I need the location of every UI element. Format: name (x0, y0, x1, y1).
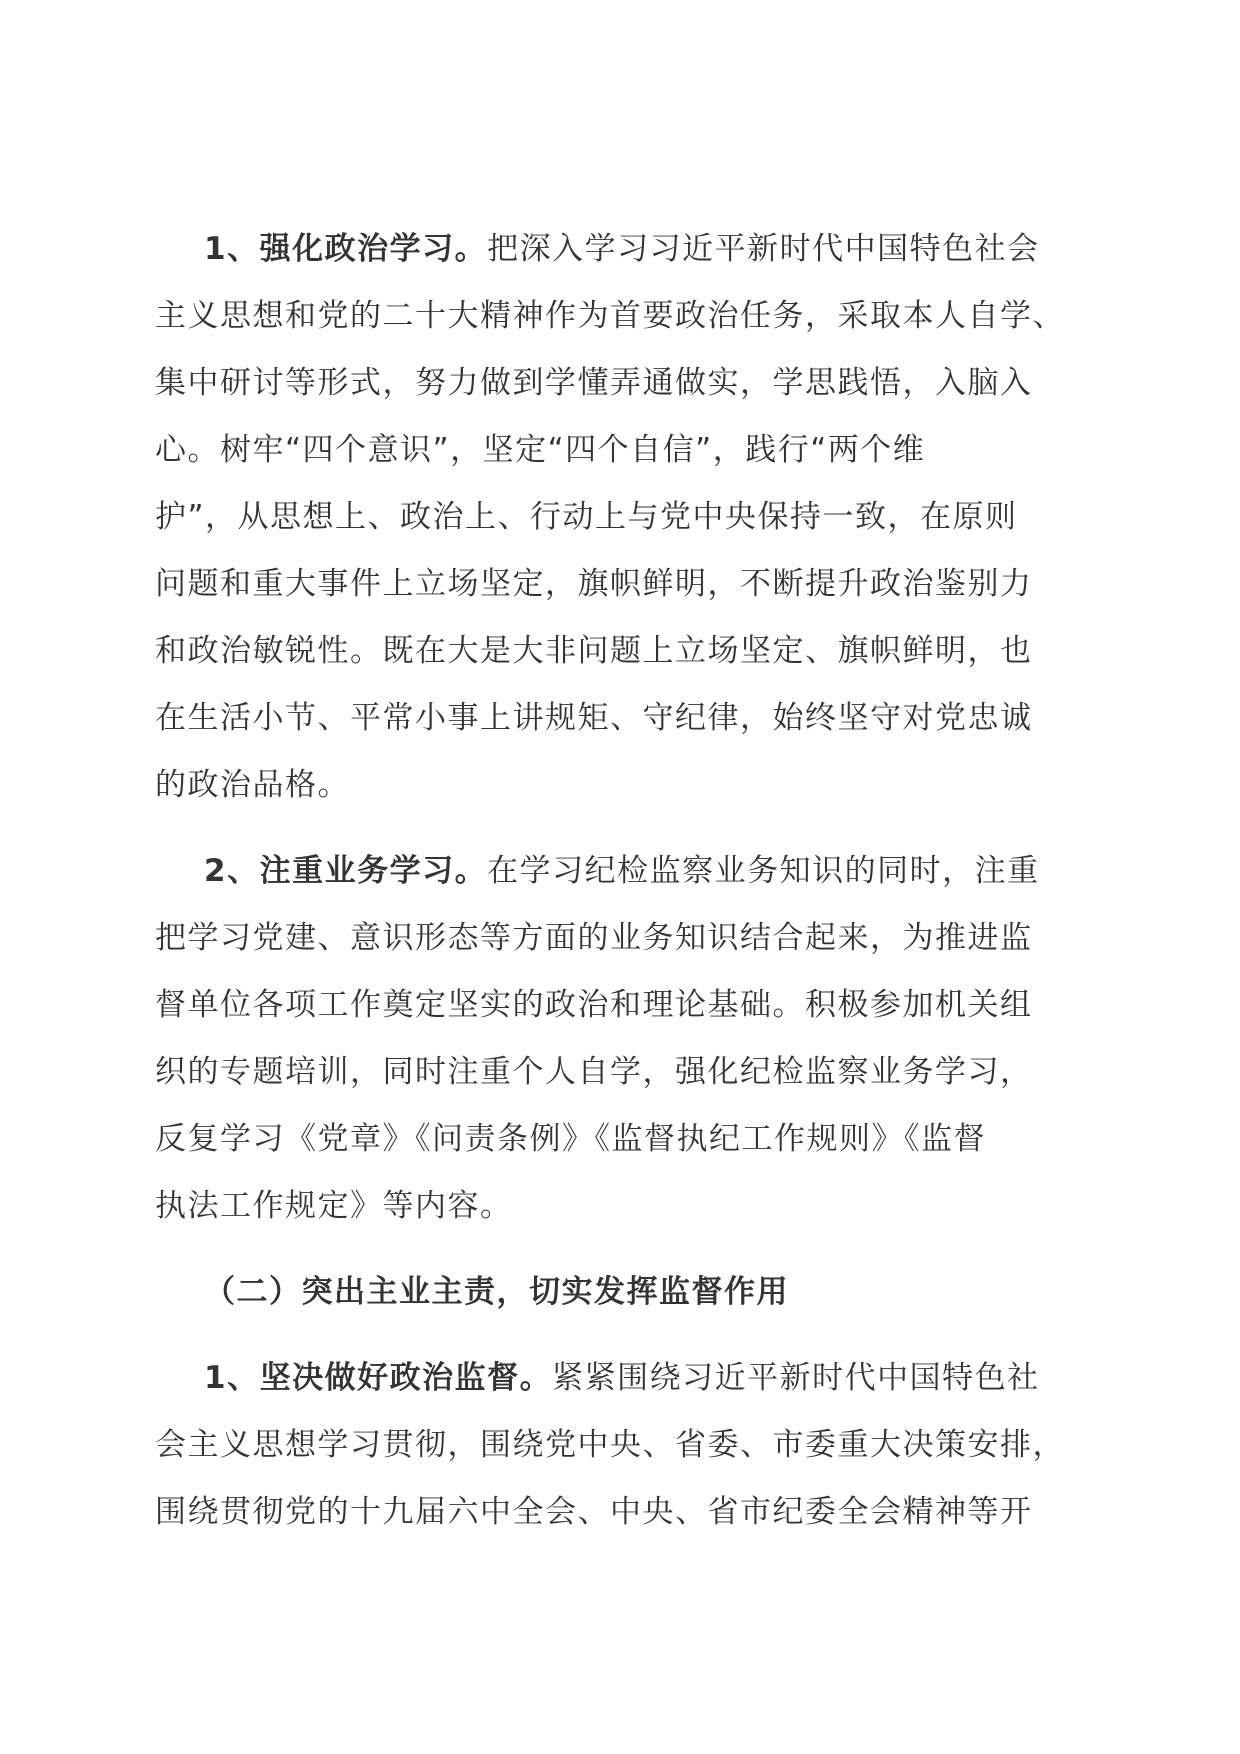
paragraph-line: 围绕贯彻党的十九届六中全会、中央、省市纪委全会精神等开 (155, 1494, 1033, 1530)
paragraph-political-supervision (155, 1345, 1075, 1546)
paragraph-business-study (155, 838, 1075, 1240)
paragraph-line: 在生活小节、平常小事上讲规矩、守纪律，始终坚守对党忠诚 (155, 700, 1033, 736)
document-body (155, 216, 1075, 1546)
paragraph-first-line (155, 838, 1075, 905)
paragraph-lead: 1、强化政治学习。 (204, 231, 488, 267)
paragraph-line: 和政治敏锐性。既在大是大非问题上立场坚定、旗帜鲜明，也 (155, 633, 1033, 669)
paragraph-line: 把学习党建、意识形态等方面的业务知识结合起来，为推进监 (155, 920, 1033, 956)
paragraph-line: 执法工作规定》等内容。 (155, 1188, 513, 1224)
section-heading: （二）突出主业主责，切实发挥监督作用 (204, 1274, 789, 1310)
paragraph-political-study (155, 216, 1075, 819)
paragraph-text: 紧紧围绕习近平新时代中国特色社 (552, 1360, 1040, 1396)
paragraph-line: 护”，从思想上、政治上、行动上与党中央保持一致，在原则 (155, 499, 1018, 535)
paragraph-line: 主义思想和党的二十大精神作为首要政治任务，采取本人自学、 (155, 298, 1065, 334)
paragraph-lead: 2、注重业务学习。 (204, 853, 488, 889)
paragraph-line: 会主义思想学习贯彻，围绕党中央、省委、市委重大决策安排， (155, 1427, 1065, 1463)
paragraph-text: 把深入学习习近平新时代中国特色社会 (487, 231, 1040, 267)
paragraph-first-line (155, 216, 1075, 283)
paragraph-lead: 1、坚决做好政治监督。 (204, 1360, 553, 1396)
paragraph-first-line (155, 1345, 1075, 1412)
paragraph-text: 在学习纪检监察业务知识的同时，注重 (487, 853, 1040, 889)
paragraph-spacing (155, 1326, 1075, 1345)
paragraph-line: 督单位各项工作奠定坚实的政治和理论基础。积极参加机关组 (155, 987, 1033, 1023)
paragraph-line: 心。树牢“四个意识”，坚定“四个自信”，践行“两个维 (155, 432, 926, 468)
paragraph-line: 集中研讨等形式，努力做到学懂弄通做实，学思践悟，入脑入 (155, 365, 1033, 401)
paragraph-line: 的政治品格。 (155, 767, 350, 803)
paragraph-line: 反复学习《党章》《问责条例》《监督执纪工作规则》《监督 (155, 1121, 986, 1157)
paragraph-line: 问题和重大事件上立场坚定，旗帜鲜明，不断提升政治鉴别力 (155, 566, 1033, 602)
paragraph-spacing (155, 819, 1075, 838)
paragraph-spacing (155, 1240, 1075, 1259)
paragraph-line: 织的专题培训，同时注重个人自学，强化纪检监察业务学习， (155, 1054, 1033, 1090)
